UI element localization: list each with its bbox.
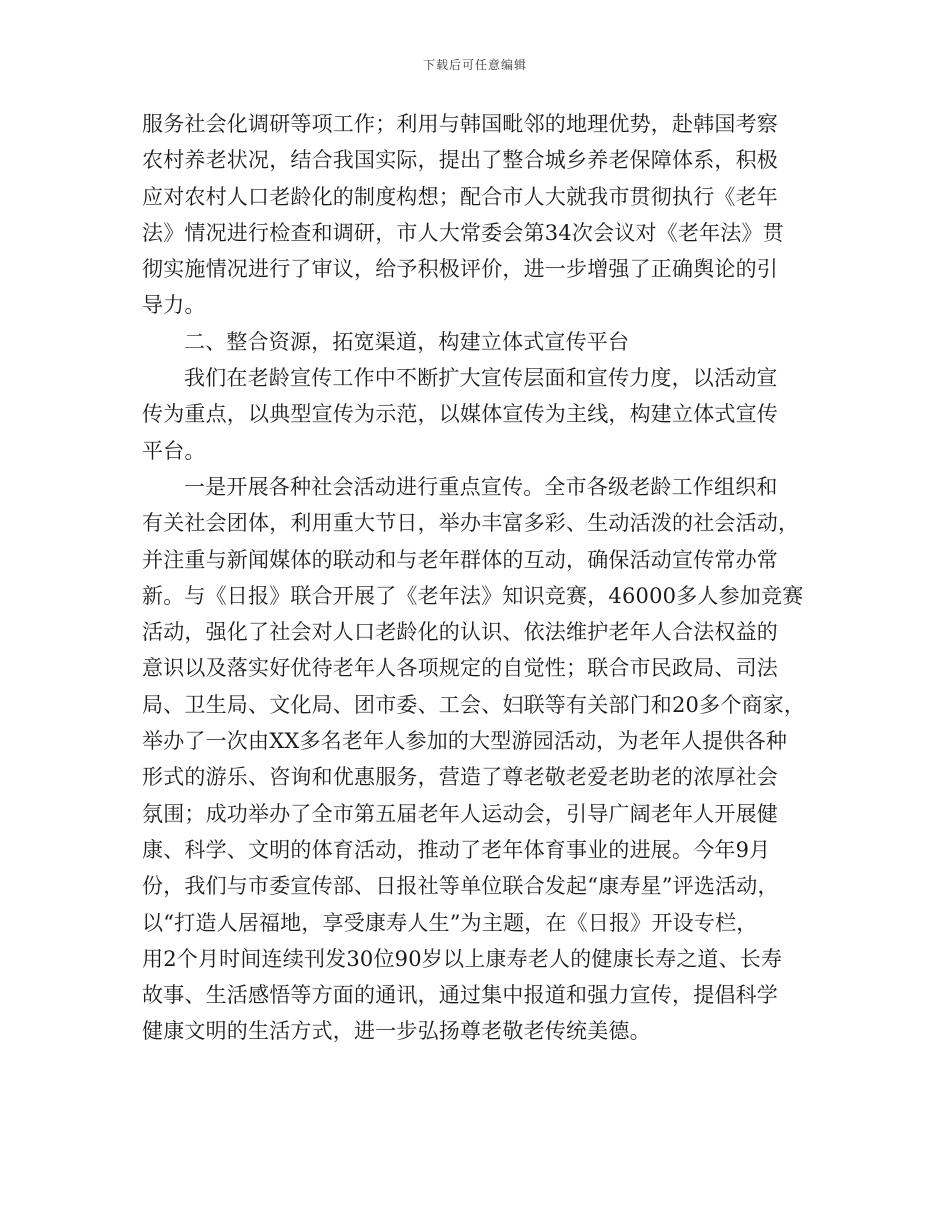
text-line: 平台。 <box>142 438 206 463</box>
text-line: 有关社会团体，利用重大节日，举办丰富多彩、生动活泼的社会活动， <box>142 511 800 536</box>
text-line: 二、整合资源，拓宽渠道，构建立体式宣传平台 <box>184 329 630 354</box>
text-line: 局、卫生局、文化局、团市委、工会、妇联等有关部门和20多个商家， <box>142 692 806 717</box>
text-line: 导力。 <box>142 293 206 318</box>
paragraph <box>142 106 812 324</box>
text-line: 举办了一次由XX多名老年人参加的大型游园活动，为老年人提供各种 <box>142 729 788 754</box>
text-line: 活动，强化了社会对人口老龄化的认识、依法维护老年人合法权益的 <box>142 620 778 645</box>
paragraph <box>142 324 812 360</box>
text-line: 以“打造人居福地，享受康寿人生”为主题，在《日报》开设专栏， <box>142 910 758 935</box>
text-line: 形式的游乐、咨询和优惠服务，营造了尊老敬老爱老助老的浓厚社会 <box>142 765 778 790</box>
text-line: 服务社会化调研等项工作；利用与韩国毗邻的地理优势，赴韩国考察 <box>142 112 778 136</box>
document-body <box>142 106 812 1050</box>
text-line: 农村养老状况，结合我国实际，提出了整合城乡养老保障体系，积极 <box>142 148 778 173</box>
text-line: 意识以及落实好优待老年人各项规定的自觉性；联合市民政局、司法 <box>142 656 778 681</box>
text-line: 新。与《日报》联合开展了《老年法》知识竞赛，46000多人参加竞赛 <box>142 583 804 608</box>
text-line: 故事、生活感悟等方面的通讯，通过集中报道和强力宣传，提倡科学 <box>142 983 778 1008</box>
paragraph <box>142 469 812 1050</box>
text-line: 并注重与新闻媒体的联动和与老年群体的互动，确保活动宣传常办常 <box>142 547 778 572</box>
text-line: 康、科学、文明的体育活动，推动了老年体育事业的进展。今年9月 <box>142 837 771 862</box>
text-line: 氛围；成功举办了全市第五届老年人运动会，引导广阔老年人开展健 <box>142 801 778 826</box>
text-line: 法》情况进行检查和调研，市人大常委会第34次会议对《老年法》贯 <box>142 220 784 245</box>
paragraph <box>142 360 812 469</box>
text-line: 彻实施情况进行了审议，给予积极评价，进一步增强了正确舆论的引 <box>142 257 778 282</box>
text-line: 份，我们与市委宣传部、日报社等单位联合发起“康寿星”评选活动， <box>142 874 779 899</box>
text-line: 传为重点，以典型宣传为示范，以媒体宣传为主线，构建立体式宣传 <box>142 402 778 427</box>
text-line: 用2个月时间连续刊发30位90岁以上康寿老人的健康长寿之道、长寿 <box>142 946 783 971</box>
text-line: 应对农村人口老龄化的制度构想；配合市人大就我市贯彻执行《老年 <box>142 184 778 209</box>
text-line: 一是开展各种社会活动进行重点宣传。全市各级老龄工作组织和 <box>184 474 778 499</box>
text-line: 我们在老龄宣传工作中不断扩大宣传层面和宣传力度，以活动宣 <box>184 366 778 391</box>
page-header: 下载后可任意编辑 <box>422 58 527 72</box>
text-line: 健康文明的生活方式，进一步弘扬尊老敬老传统美德。 <box>142 1019 651 1044</box>
